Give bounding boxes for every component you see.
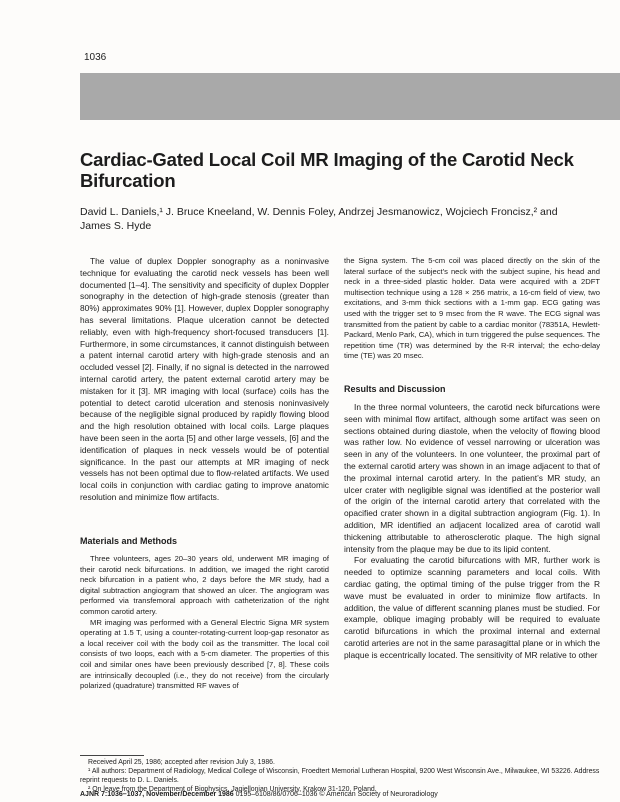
footnote-leave: ² On leave from the Department of Biophysics, Jagiellonian University, Krakow 31-120, Poland. [88, 785, 377, 793]
journal-citation: AJNR 7:1036–1037, November/December 1986 [80, 791, 234, 798]
journal-citation-line [80, 790, 438, 799]
methods-continued [344, 256, 600, 362]
article-title: Cardiac-Gated Local Coil MR Imaging of the Carotid Neck Bifurcation [80, 149, 574, 191]
journal-identifiers: 0195–6108/86/0706–1036 © American Society of Neuroradiology [235, 791, 438, 798]
author-list: David L. Daniels,¹ J. Bruce Kneeland, W. Dennis Foley, Andrzej Jesmanowicz, Wojciech Froncisz,² and James S. Hyde [80, 206, 558, 232]
methods-heading: Materials and Methods [80, 536, 178, 546]
methods-paragraph: MR imaging was performed with a General Electric Signa MR system operating at 1.5 T, using a counter-rotating-current loop-gap resonator as a local receiver coil with the body coil as the transmitter. The local coil consists of two loops, each with a 5-cm diameter. The properties of this coil and similar ones have been previously described [7, 8]. These coils are intrinsically decoupled (i.e., they do not receive) from the circularly polarized (quadrature) transmitted RF waves of [80, 617, 329, 691]
results-section [344, 383, 600, 662]
header-band [80, 73, 620, 120]
results-heading: Results and Discussion [344, 384, 446, 394]
methods-section [80, 535, 329, 692]
footnote-affiliation: ¹ All authors: Department of Radiology, Medical College of Wisconsin, Froedtert Memorial Lutheran Hospital, 9200 West Wisconsin Ave., Milwaukee, WI 53226. Address reprint requests to D. L. Daniels. [80, 767, 600, 784]
results-paragraph: In the three normal volunteers, the carotid neck bifurcations were seen with minimal flow artifact, although some artifact was seen on sections obtained during diastole, when the velocity of flowing blood was rather low. No evidence of vessel narrowing or ulceration was seen in any of the volunteers. In one volunteer, the proximal part of the external carotid artery was shown in an image adjacent to that of the proximal internal carotid artery. In the patient’s MR study, an ulcer crater with negligible signal was identified at the posterior wall of the origin of the internal carotid artery that correlated with the opacified crater shown in a digital subtraction angiogram (Fig. 1). In addition, MR identified an adjacent localized area of carotid wall thickening attributable to atherosclerotic plaque. The high signal intensity from the plaque may be due to its lipid content. [344, 402, 600, 554]
intro-section [80, 256, 329, 504]
intro-paragraph: The value of duplex Doppler sonography as a noninvasive technique for evaluating the carotid neck vessels has been well documented [1–4]. The sensitivity and specificity of duplex Doppler sonography in the detection of high-grade stenosis (greater than 80%) approximates 90% [1]. However, duplex Doppler sonography has several limitations. Plaque ulceration cannot be detected reliably, even with high-frequency short-focused transducers [1]. Furthermore, in some circumstances, it cannot distinguish between a patent internal carotid artery with high-grade stenosis and an occluded vessel [2]. Finally, if no signal is detected in the narrowed internal carotid artery, the patent external carotid artery may be mistaken for it [3]. MR imaging with local (surface) coils has the potential to detect carotid ulceration and stenosis noninvasively because of the negligible signal produced by rapidly flowing blood and the high resolution obtained with local coils. Large plaques have been seen in the aorta [5] and other large vessels, [6] and the identification of plaques in neck vessels would be of potential significance. In the past our attempts at MR imaging of neck vessels has not been optimal due to flow-related artifacts. We used local coils in conjunction with cardiac gating to improve anatomic resolution and minimize flow artifacts. [80, 256, 329, 502]
methods-paragraph: Three volunteers, ages 20–30 years old, underwent MR imaging of their carotid neck bifurcations. In addition, we imaged the right carotid neck bifurcation in a patient who, 2 days before the MR study, had a digital subtraction angiogram that showed an ulcer. The angiogram was performed via transfemoral approach with catheterization of the right common carotid artery. [80, 554, 329, 616]
results-paragraph: For evaluating the carotid bifurcations with MR, further work is needed to optimize scanning parameters and local coils. With cardiac gating, the optimal timing of the pulse trigger from the R wave must be evaluated in order to minimize flow artifacts. In addition, the value of different scanning planes must be studied. For example, oblique imaging probably will be required to evaluate carotid bifurcations in which the proximal internal and external carotid arteries are not in the same parasagittal plane or in which the plaque is eccentrically located. The sensitivity of MR relative to other [344, 555, 600, 660]
footnote-received: Received April 25, 1986; accepted after revision July 3, 1986. [88, 759, 275, 766]
methods-paragraph: the Signa system. The 5-cm coil was placed directly on the skin of the lateral surface of the subject’s neck with the subject supine, his head and neck in a three-sided plastic holder. Data were acquired with a 2DFT multisection technique using a 128 × 256 matrix, a 16-cm field of view, two excitations, and 3-mm thick sections with a 1-mm gap. ECG gating was used with the trigger set to 9 msec from the R wave. The ECG signal was transmitted from the patient by cable to a cardiac monitor (78351A, Hewlett-Packard, Menlo Park, CA), which in turn triggered the pulse sequences. The repetition time (TR) was determined by the R-R interval; the echo-delay time (TE) was 20 msec. [344, 256, 600, 361]
footnote-rule [80, 755, 144, 756]
page-number: 1036 [84, 52, 107, 63]
